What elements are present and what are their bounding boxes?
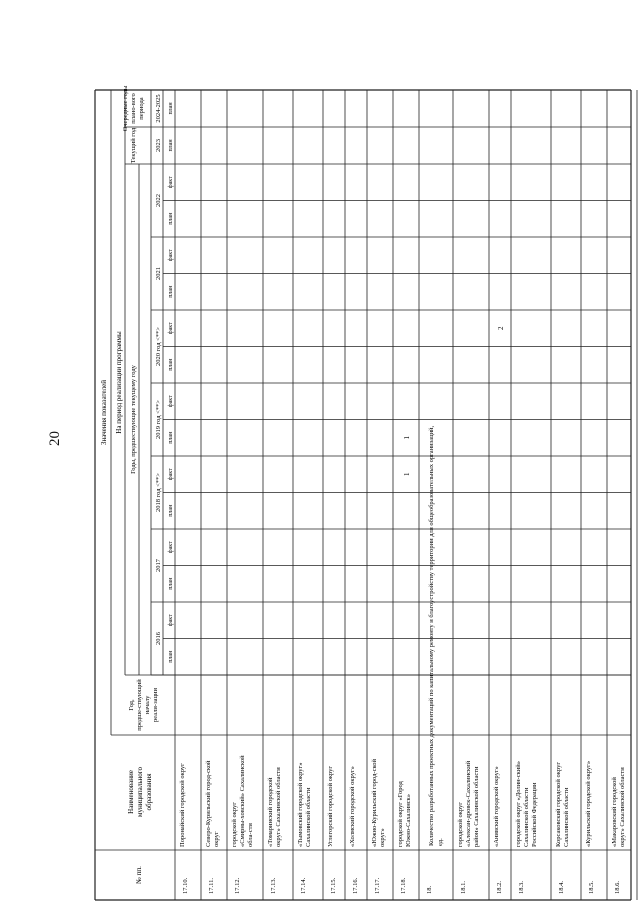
row-name: городской округ «Город xyxy=(397,781,404,847)
row-name: «Алексан-дровск-Сахалинский xyxy=(465,760,472,847)
header-plan: план xyxy=(168,577,174,590)
row-number: 17.13. xyxy=(270,877,277,894)
header-planning: периода xyxy=(138,97,145,120)
header-year: 2021 xyxy=(155,267,162,280)
header-fact: факт xyxy=(168,468,174,481)
row-name: «Смирны-ховский» Сахалинской xyxy=(239,755,246,847)
section-title: ед. xyxy=(437,838,444,846)
row-number: 18.1. xyxy=(460,881,467,894)
header-plan: план xyxy=(168,358,174,371)
header-year: 2020 год <**> xyxy=(155,327,162,366)
header-no: № пп. xyxy=(135,866,143,884)
row-number: 17.11. xyxy=(208,877,215,894)
values-title: Значения показателей xyxy=(100,379,108,446)
row-number: 17.17. xyxy=(374,877,381,894)
header-name: муниципального xyxy=(136,767,144,817)
header-planning: плано-вого xyxy=(130,93,137,124)
row-name: городской округ «Долин-ский» xyxy=(515,760,522,847)
header-fact: факт xyxy=(168,176,174,189)
row-name: Сахалинской области xyxy=(305,787,312,847)
row-name: «Макаровский городской xyxy=(611,777,618,847)
header-planning-years: 2024-2025 xyxy=(155,94,162,123)
row-number: 18.6. xyxy=(614,881,621,894)
row-name: округ xyxy=(213,831,220,847)
period-title: На период реализации программы xyxy=(115,331,123,434)
row-name: округ» xyxy=(379,828,386,847)
header-base: предше-ствующий xyxy=(136,679,143,731)
row-number: 18.3. xyxy=(518,881,525,894)
row-number: 18.2. xyxy=(496,881,503,894)
header-fact: факт xyxy=(168,541,174,554)
cell-value: 1 xyxy=(403,472,411,476)
row-name: «Холмский городской округ» xyxy=(349,766,356,847)
header-current-year: 2023 xyxy=(155,139,162,152)
row-number: 17.12. xyxy=(234,877,241,894)
header-base: реали-зации xyxy=(152,688,159,722)
row-number: 17.10. xyxy=(182,877,189,894)
row-name: Поронайский городской округ xyxy=(179,763,186,847)
header-planning: Очередные годы xyxy=(122,85,129,132)
row-name: обла-сти xyxy=(247,823,254,847)
row-name: Российской Федерации xyxy=(531,782,538,847)
row-number: 18. xyxy=(426,885,433,894)
row-name: Углегорский городской округ xyxy=(327,765,334,847)
cell-value: 1 xyxy=(403,436,411,440)
header-plan: план xyxy=(168,212,174,225)
row-name: Сахалинской области xyxy=(523,787,530,847)
row-number: 17.16. xyxy=(352,877,359,894)
row-number: 17.18. xyxy=(400,877,407,894)
cell-value: 2 xyxy=(497,326,505,330)
row-number: 18.4. xyxy=(558,881,565,894)
row-name: «Тымовский городской округ» xyxy=(297,762,304,847)
header-plan: план xyxy=(168,285,174,298)
row-name: «Томаринский городской xyxy=(267,777,274,847)
header-fact: факт xyxy=(168,249,174,262)
row-name: округ» Сахалинской области xyxy=(275,767,282,847)
row-name: «Курильский городской округ» xyxy=(585,760,592,847)
header-plan: план xyxy=(168,504,174,517)
header-year: 2016 xyxy=(155,632,162,645)
years-before-title: Годы, предшествующие текущему году xyxy=(130,365,137,474)
header-fact: факт xyxy=(168,322,174,335)
header-plan: план xyxy=(168,650,174,663)
page-number: 20 xyxy=(47,431,63,446)
row-number: 17.14. xyxy=(300,877,307,894)
header-year: 2017 xyxy=(155,559,162,572)
row-name: округ» Сахалинской области xyxy=(619,767,626,847)
header-year: 2022 xyxy=(155,194,162,207)
header-plan: план xyxy=(168,102,174,115)
header-name: образования xyxy=(145,773,153,811)
section-title: Количество разработанных проектных документаций по капитальному ремонту и благоустройству территории для общеобразовательных организаций, xyxy=(428,425,435,846)
row-name: Корсаковский городской округ xyxy=(555,761,562,847)
header-plan: план xyxy=(168,139,174,152)
header-base: Год, xyxy=(128,699,135,711)
header-base: началу xyxy=(144,695,151,715)
header-current: Текущий год xyxy=(130,127,137,164)
row-name: Южно-Сахалинск» xyxy=(405,794,412,847)
header-year: 2018 год <**> xyxy=(155,473,162,512)
header-year: 2019 год <**> xyxy=(155,400,162,439)
row-name: городской округ xyxy=(231,802,238,847)
row-name: городской округ xyxy=(457,802,464,847)
header-name: Наименование xyxy=(127,770,135,814)
header-plan: план xyxy=(168,431,174,444)
row-name: Сахалинской области xyxy=(563,787,570,847)
row-name: район» Сахалинской области xyxy=(473,766,480,847)
row-number: 17.15. xyxy=(330,877,337,894)
row-name: Северо-Курильский город-ской xyxy=(205,760,212,847)
header-fact: факт xyxy=(168,395,174,408)
row-number: 18.5. xyxy=(588,881,595,894)
row-name: «Южно-Курильский город-ской xyxy=(371,758,378,847)
row-name: «Анивский городской округ» xyxy=(493,766,500,847)
header-fact: факт xyxy=(168,614,174,627)
